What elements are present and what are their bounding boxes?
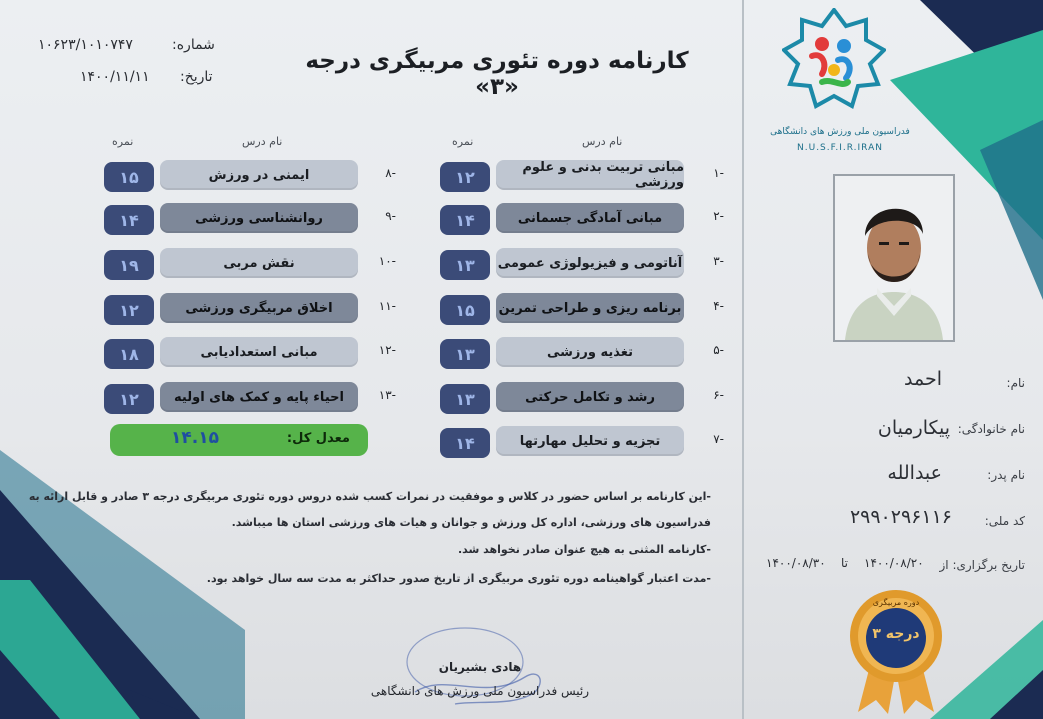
number-label: شماره:: [172, 37, 215, 53]
person-avatar-icon: [835, 176, 953, 340]
course-7-name: تجزیه و تحلیل مهارتها: [496, 426, 684, 456]
logo-name-fa: فدراسیون ملی ورزش های دانشگاهی: [770, 127, 910, 137]
course-dates-label: تاریخ برگزاری: از: [939, 558, 1025, 572]
course-2-grade: ۱۴: [440, 205, 490, 235]
note-line-1: -این کارنامه بر اساس حضور در کلاس و موفقیت در نمرات کسب شده دروس دوره تئوری مربیگری درجه ۳ صادر و قابل ارائه به: [28, 490, 711, 503]
course-6-grade: ۱۳: [440, 384, 490, 414]
first-name-label: نام:: [1006, 376, 1025, 390]
course-13-grade: ۱۲: [104, 384, 154, 414]
course-3-name: آناتومی و فیزیولوژی عمومی: [496, 248, 684, 278]
course-3-num: -۳: [713, 254, 724, 268]
course-1-name: مبانی تربیت بدنی و علوم ورزشی: [496, 160, 684, 190]
note-line-4: -مدت اعتبار گواهینامه دوره تئوری مربیگری از تاریخ صدور حداکثر به مدت سه سال خواهد بود.: [206, 572, 711, 585]
course-1-num: -۱: [713, 166, 724, 180]
national-id-value: ۲۹۹۰۲۹۶۱۱۶: [849, 506, 952, 528]
person-photo: [833, 174, 955, 342]
col-header-grade-left: نمره: [112, 135, 134, 148]
course-7-grade: ۱۴: [440, 428, 490, 458]
federation-logo-icon: [782, 8, 886, 112]
course-9-grade: ۱۴: [104, 205, 154, 235]
note-line-2: فدراسیون های ورزشی، اداره کل ورزش و جوانان و هیات های ورزشی استان ها میباشد.: [231, 516, 711, 529]
course-2-name: مبانی آمادگی جسمانی: [496, 203, 684, 233]
course-12-num: -۱۲: [378, 343, 396, 357]
course-9-num: -۹: [385, 209, 396, 223]
course-8-grade: ۱۵: [104, 162, 154, 192]
course-7-num: -۷: [713, 432, 724, 446]
course-12-name: مبانی استعدادیابی: [160, 337, 358, 367]
course-13-num: -۱۳: [378, 388, 396, 402]
date-label: تاریخ:: [180, 69, 213, 85]
course-3-grade: ۱۳: [440, 250, 490, 280]
course-12-grade: ۱۸: [104, 339, 154, 369]
average-label: معدل کل:: [286, 431, 350, 446]
signer-title: رئیس فدراسیون ملی ورزش های دانشگاهی: [370, 684, 590, 698]
father-name-label: نام پدر:: [987, 468, 1025, 482]
last-name-value: پیکارمیان: [877, 417, 950, 439]
course-8-num: -۸: [385, 166, 396, 180]
course-4-name: برنامه ریزی و طراحی تمرین: [496, 293, 684, 323]
course-10-name: نقش مربی: [160, 248, 358, 278]
course-6-num: -۶: [713, 388, 724, 402]
course-11-grade: ۱۲: [104, 295, 154, 325]
course-8-name: ایمنی در ورزش: [160, 160, 358, 190]
course-4-grade: ۱۵: [440, 295, 490, 325]
number-value: ۱۰۶۲۳/۱۰۱۰۷۴۷: [38, 37, 133, 53]
course-10-grade: ۱۹: [104, 250, 154, 280]
course-5-num: -۵: [713, 343, 724, 357]
section-divider: [742, 0, 744, 719]
signer-name: هادی بشیریان: [438, 660, 522, 674]
col-header-course-left: نام درس: [242, 135, 283, 148]
course-9-name: روانشناسی ورزشی: [160, 203, 358, 233]
national-id-label: کد ملی:: [984, 514, 1025, 528]
date-value: ۱۴۰۰/۱۱/۱۱: [80, 69, 150, 85]
first-name-value: احمد: [904, 368, 942, 390]
course-2-num: -۲: [713, 209, 724, 223]
father-name-value: عبدالله: [887, 462, 942, 484]
level-badge-icon: [848, 588, 944, 716]
last-name-label: نام خانوادگی:: [957, 422, 1025, 436]
course-dates-to-word: تا: [841, 556, 848, 570]
course-date-to: ۱۴۰۰/۰۸/۳۰: [766, 556, 826, 570]
badge-arc-text: دوره مربیگری: [872, 598, 920, 607]
average-value: ۱۴.۱۵: [171, 428, 219, 448]
course-1-grade: ۱۲: [440, 162, 490, 192]
page-title: کارنامه دوره تئوری مربیگری درجه «۳»: [305, 48, 689, 100]
badge-level-text: درجه ۳: [872, 626, 920, 642]
course-5-grade: ۱۳: [440, 339, 490, 369]
course-11-num: -۱۱: [378, 299, 396, 313]
course-6-name: رشد و تکامل حرکتی: [496, 382, 684, 412]
col-header-grade-right: نمره: [452, 135, 474, 148]
logo-name-en: N.U.S.F.I.R.IRAN: [797, 143, 883, 153]
course-13-name: احیاء پایه و کمک های اولیه: [160, 382, 358, 412]
course-10-num: -۱۰: [378, 254, 396, 268]
course-5-name: تغذیه ورزشی: [496, 337, 684, 367]
note-line-3: -کارنامه المثنی به هیچ عنوان صادر نخواهد شد.: [457, 543, 711, 556]
col-header-course-right: نام درس: [582, 135, 623, 148]
course-date-from: ۱۴۰۰/۰۸/۲۰: [864, 556, 924, 570]
course-4-num: -۴: [713, 299, 724, 313]
course-11-name: اخلاق مربیگری ورزشی: [160, 293, 358, 323]
